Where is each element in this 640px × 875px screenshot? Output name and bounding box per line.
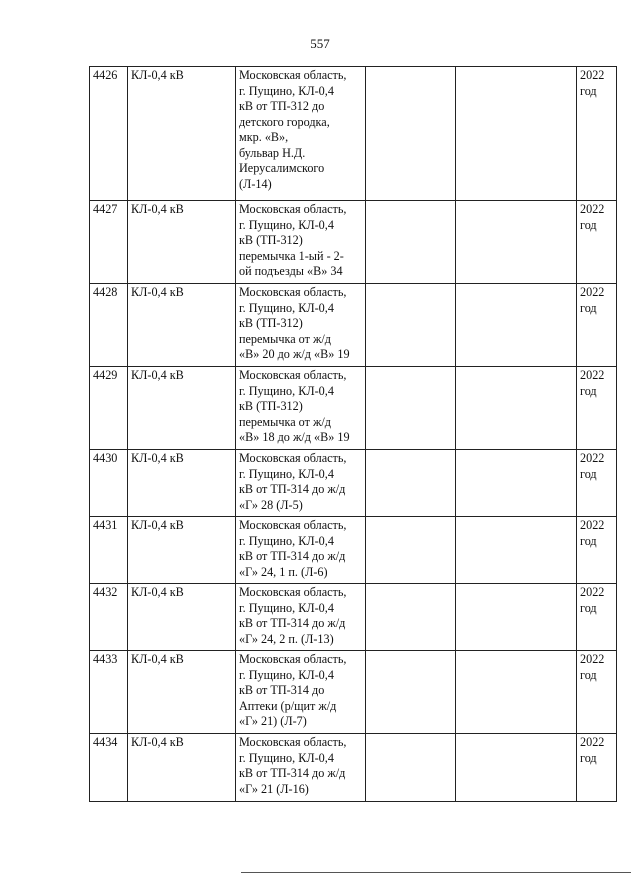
year-cell	[577, 284, 617, 367]
address-line: Московская область,	[239, 451, 347, 465]
line-type: КЛ-0,4 кВ	[128, 367, 236, 450]
address-line: г. Пущино, КЛ-0,4	[239, 533, 334, 548]
address-line: «В» 20 до ж/д «В» 19	[239, 347, 350, 361]
year-cell	[577, 67, 617, 201]
row-number: 4426	[90, 67, 128, 201]
empty-cell	[456, 367, 577, 450]
address-line: Московская область,	[239, 518, 347, 532]
line-type: КЛ-0,4 кВ	[128, 734, 236, 802]
empty-cell	[456, 67, 577, 201]
empty-cell	[366, 584, 456, 651]
address-line: Московская область,	[239, 585, 347, 599]
address-line: г. Пущино, КЛ-0,4	[239, 667, 334, 682]
year-unit: год	[580, 600, 597, 615]
address-line: Московская область,	[239, 202, 347, 216]
address-line: кВ от ТП-314 до ж/д	[239, 766, 346, 780]
empty-cell	[456, 201, 577, 284]
address-line: Московская область,	[239, 735, 347, 749]
address-line: г. Пущино, КЛ-0,4	[239, 383, 334, 398]
address-line: перемычка от ж/д	[239, 331, 331, 346]
line-address	[236, 284, 366, 367]
address-line: кВ от ТП-314 до ж/д	[239, 482, 346, 496]
year-value: 2022	[580, 202, 605, 216]
year-unit: год	[580, 466, 597, 481]
year-value: 2022	[580, 585, 605, 599]
year-value: 2022	[580, 518, 605, 532]
empty-cell	[456, 517, 577, 584]
table-row	[90, 651, 617, 734]
table-row	[90, 201, 617, 284]
address-line: кВ от ТП-314 до ж/д	[239, 616, 346, 630]
address-line: «Г» 24, 2 п. (Л-13)	[239, 631, 334, 646]
line-type: КЛ-0,4 кВ	[128, 201, 236, 284]
address-line: (Л-14)	[239, 176, 272, 191]
address-line: «Г» 21 (Л-16)	[239, 781, 309, 796]
row-number: 4431	[90, 517, 128, 584]
address-line: «В» 18 до ж/д «В» 19	[239, 430, 350, 444]
row-number: 4428	[90, 284, 128, 367]
line-address	[236, 201, 366, 284]
address-line: г. Пущино, КЛ-0,4	[239, 217, 334, 232]
year-unit: год	[580, 217, 597, 232]
year-value: 2022	[580, 652, 605, 666]
empty-cell	[366, 651, 456, 734]
address-line: Аптеки (р/щит ж/д	[239, 698, 337, 713]
row-number: 4434	[90, 734, 128, 802]
address-line: кВ от ТП-312 до	[239, 99, 325, 113]
year-value: 2022	[580, 285, 605, 299]
table-row	[90, 67, 617, 201]
line-type: КЛ-0,4 кВ	[128, 450, 236, 517]
year-value: 2022	[580, 735, 605, 749]
empty-cell	[456, 651, 577, 734]
address-line: г. Пущино, КЛ-0,4	[239, 300, 334, 315]
row-number: 4432	[90, 584, 128, 651]
address-line: кВ от ТП-314 до ж/д	[239, 549, 346, 563]
year-cell	[577, 734, 617, 802]
empty-cell	[366, 284, 456, 367]
empty-cell	[456, 450, 577, 517]
address-line: мкр. «В»,	[239, 130, 289, 144]
line-address	[236, 651, 366, 734]
line-address	[236, 584, 366, 651]
year-cell	[577, 450, 617, 517]
table-row	[90, 734, 617, 802]
line-type: КЛ-0,4 кВ	[128, 517, 236, 584]
line-type: КЛ-0,4 кВ	[128, 584, 236, 651]
year-unit: год	[580, 750, 597, 765]
address-line: «Г» 21) (Л-7)	[239, 714, 307, 728]
empty-cell	[366, 517, 456, 584]
table-row	[90, 584, 617, 651]
line-address	[236, 67, 366, 201]
address-line: «Г» 24, 1 п. (Л-6)	[239, 564, 328, 579]
address-line: Иерусалимского	[239, 161, 325, 175]
line-address	[236, 367, 366, 450]
table-row	[90, 367, 617, 450]
address-line: перемычка 1-ый - 2-	[239, 248, 344, 263]
address-line: ой подъезды «В» 34	[239, 264, 343, 278]
address-line: г. Пущино, КЛ-0,4	[239, 83, 334, 98]
year-value: 2022	[580, 68, 605, 82]
empty-cell	[366, 367, 456, 450]
address-line: кВ (ТП-312)	[239, 233, 303, 247]
empty-cell	[366, 201, 456, 284]
row-number: 4433	[90, 651, 128, 734]
address-line: г. Пущино, КЛ-0,4	[239, 750, 334, 765]
empty-cell	[366, 67, 456, 201]
page-number: 557	[310, 36, 330, 51]
year-cell	[577, 517, 617, 584]
year-unit: год	[580, 383, 597, 398]
year-cell	[577, 651, 617, 734]
address-line: Московская область,	[239, 368, 347, 382]
year-value: 2022	[580, 368, 605, 382]
address-line: «Г» 28 (Л-5)	[239, 497, 303, 512]
registry-table	[89, 66, 617, 802]
year-unit: год	[580, 533, 597, 548]
table-row	[90, 450, 617, 517]
empty-cell	[456, 584, 577, 651]
empty-cell	[366, 734, 456, 802]
line-address	[236, 450, 366, 517]
year-cell	[577, 584, 617, 651]
address-line: Московская область,	[239, 68, 347, 82]
bottom-divider	[241, 872, 631, 873]
line-address	[236, 734, 366, 802]
table-row	[90, 517, 617, 584]
line-type: КЛ-0,4 кВ	[128, 67, 236, 201]
year-value: 2022	[580, 451, 605, 465]
line-type: КЛ-0,4 кВ	[128, 284, 236, 367]
address-line: г. Пущино, КЛ-0,4	[239, 600, 334, 615]
address-line: детского городка,	[239, 114, 330, 129]
address-line: Московская область,	[239, 652, 347, 666]
year-unit: год	[580, 667, 597, 682]
row-number: 4427	[90, 201, 128, 284]
line-type: КЛ-0,4 кВ	[128, 651, 236, 734]
empty-cell	[456, 284, 577, 367]
table-row	[90, 284, 617, 367]
registry-table-body	[90, 67, 617, 802]
address-line: кВ от ТП-314 до	[239, 683, 325, 697]
year-unit: год	[580, 300, 597, 315]
address-line: бульвар Н.Д.	[239, 145, 306, 160]
year-cell	[577, 201, 617, 284]
address-line: перемычка от ж/д	[239, 414, 331, 429]
address-line: Московская область,	[239, 285, 347, 299]
address-line: г. Пущино, КЛ-0,4	[239, 466, 334, 481]
row-number: 4429	[90, 367, 128, 450]
empty-cell	[366, 450, 456, 517]
line-address	[236, 517, 366, 584]
year-cell	[577, 367, 617, 450]
row-number: 4430	[90, 450, 128, 517]
year-unit: год	[580, 83, 597, 98]
empty-cell	[456, 734, 577, 802]
address-line: кВ (ТП-312)	[239, 399, 303, 413]
address-line: кВ (ТП-312)	[239, 316, 303, 330]
